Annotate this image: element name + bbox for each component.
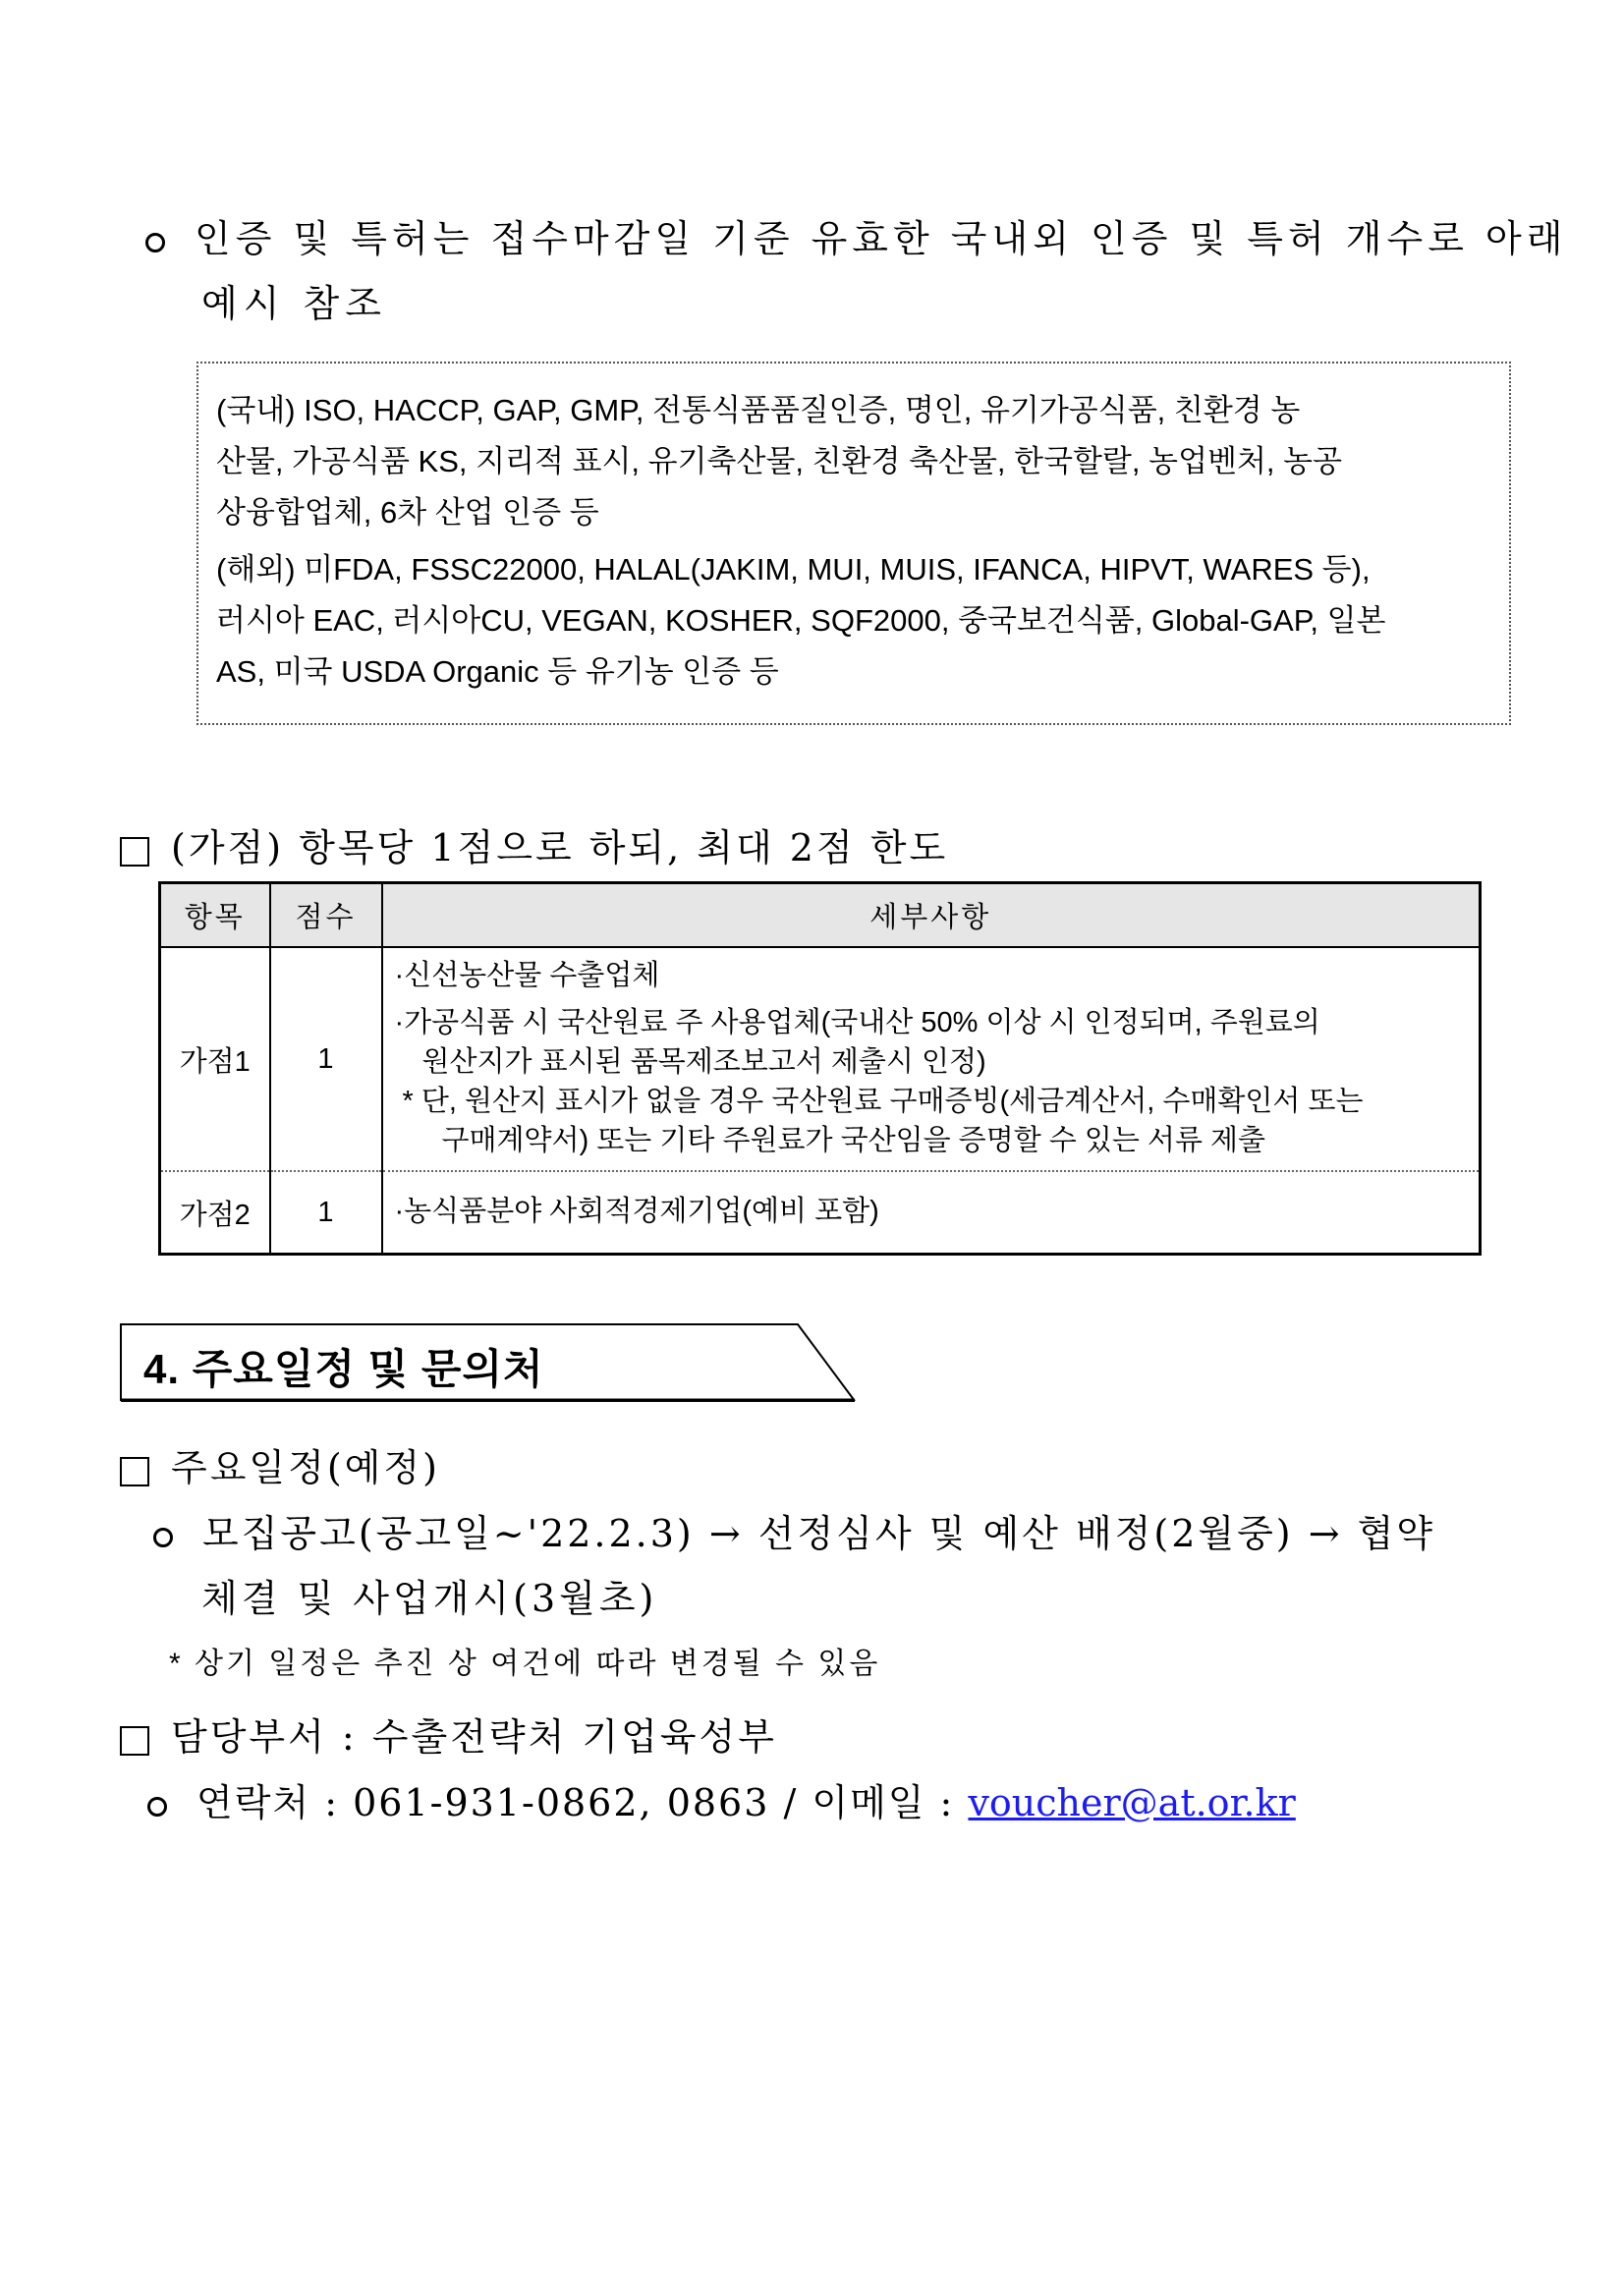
intro-bullet: [145, 208, 1567, 262]
square-bullet-icon: [120, 837, 149, 867]
domestic-examples: [216, 385, 1487, 538]
circle-bullet-icon: [147, 1797, 167, 1817]
overseas-line-1: (해외) 미FDA, FSSC22000, HALAL(JAKIM, MUI, MUIS, IFANCA, HIPVT, WARES 등),: [216, 552, 1371, 587]
intro-line-2: 예시 참조: [201, 282, 387, 325]
row2-details: [382, 1171, 1481, 1255]
row1-detail-3: 원산지가 표시된 품목제조보고서 제출시 인정): [421, 1046, 986, 1078]
schedule-note: [169, 1639, 880, 1682]
header-details: 세부사항: [382, 883, 1481, 948]
domestic-line-2: 산물, 가공식품 KS, 지리적 표시, 유기축산물, 친환경 축산물, 한국할랄, 농업벤처, 농공: [216, 444, 1343, 478]
schedule-heading-text: 주요일정(예정): [171, 1446, 440, 1489]
table-row: [160, 1171, 1481, 1255]
domestic-line-1: (국내) ISO, HACCP, GAP, GMP, 전통식품품질인증, 명인, 유기가공식품, 친환경 농: [216, 393, 1301, 427]
bonus-heading: [120, 817, 948, 871]
overseas-examples: [216, 544, 1487, 698]
row1-score: 1: [270, 947, 382, 1171]
table-header-row: [160, 883, 1481, 948]
row1-detail-5: 구매계약서) 또는 기타 주원료가 국산임을 증명할 수 있는 서류 제출: [441, 1125, 1266, 1156]
section-4-header: [120, 1323, 857, 1402]
overseas-line-3: AS, 미국 USDA Organic 등 유기농 인증 등: [216, 654, 779, 689]
schedule-note-text: * 상기 일정은 추진 상 여건에 따라 변경될 수 있음: [169, 1648, 881, 1680]
row1-detail-4: * 단, 원산지 표시가 없을 경우 국산원료 구매증빙(세금계산서, 수매확인서 또는: [402, 1086, 1364, 1117]
row1-details: [382, 947, 1481, 1171]
domestic-line-3: 상융합업체, 6차 산업 인증 등: [216, 495, 599, 530]
schedule-line-1: 모집공고(공고일~'22.2.3) → 선정심사 및 예산 배정(2월중) → 협약: [202, 1512, 1436, 1555]
row1-detail-1: ·신선농산물 수출업체: [394, 960, 660, 991]
schedule-line-2: 체결 및 사업개시(3월초): [201, 1577, 658, 1620]
overseas-line-2: 러시아 EAC, 러시아CU, VEGAN, KOSHER, SQF2000, 중국보건식품, Global-GAP, 일본: [216, 603, 1386, 638]
section-4-title: 4. 주요일정 및 문의처: [143, 1346, 544, 1392]
intro-line-2-row: [201, 273, 387, 327]
circle-bullet-icon: [145, 233, 165, 252]
circle-bullet-icon: [153, 1528, 173, 1547]
header-item: 항목: [160, 883, 270, 948]
row2-detail-1: ·농식품분야 사회적경제기업(예비 포함): [394, 1196, 879, 1227]
bonus-points-table: [158, 881, 1482, 1256]
certification-examples-box: [196, 362, 1511, 725]
row2-item: 가점2: [160, 1171, 270, 1255]
bonus-heading-text: (가점) 항목당 1점으로 하되, 최대 2점 한도: [171, 826, 949, 869]
contact-text: 연락처 : 061-931-0862, 0863 / 이메일 :: [196, 1781, 969, 1824]
row1-item: 가점1: [160, 947, 270, 1171]
contact-bullet: [147, 1772, 1296, 1826]
row1-detail-2: ·가공식품 시 국산원료 주 사용업체(국내산 50% 이상 시 인정되며, 주원료의: [394, 1007, 1320, 1038]
square-bullet-icon: [120, 1726, 149, 1756]
schedule-line-2-row: [201, 1568, 657, 1622]
square-bullet-icon: [120, 1457, 149, 1486]
email-link[interactable]: voucher@at.or.kr: [968, 1781, 1296, 1824]
department-heading-text: 담당부서 : 수출전략처 기업육성부: [171, 1715, 777, 1759]
intro-line-1: 인증 및 특허는 접수마감일 기준 유효한 국내외 인증 및 특허 개수로 아래: [195, 217, 1568, 260]
table-row: [160, 947, 1481, 1171]
row2-score: 1: [270, 1171, 382, 1255]
header-score: 점수: [270, 883, 382, 948]
schedule-heading: [120, 1437, 440, 1491]
department-heading: [120, 1707, 777, 1761]
schedule-bullet: [153, 1503, 1435, 1557]
